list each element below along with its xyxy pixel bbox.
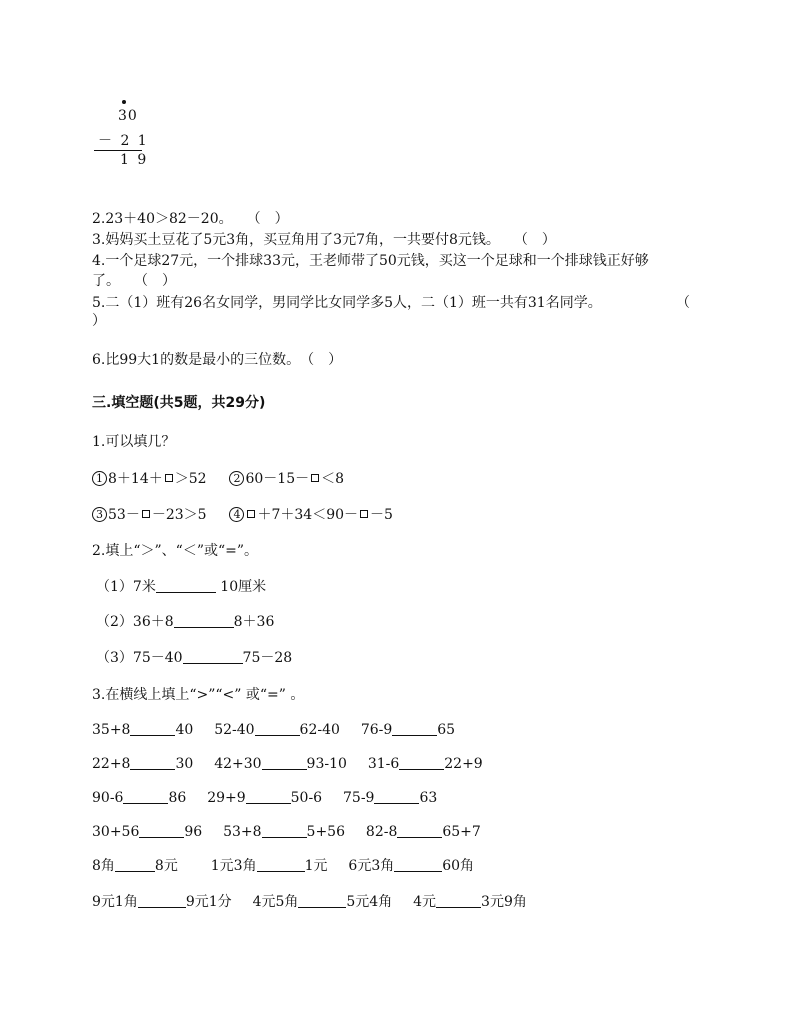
circled-number: 3	[92, 507, 107, 522]
carry-dot	[122, 100, 126, 104]
circled-number: 2	[229, 471, 244, 486]
answer-blank[interactable]	[397, 823, 442, 838]
answer-blank[interactable]	[257, 857, 305, 872]
judge-q3: 3.妈妈买土豆花了5元3角，买豆角用了3元7角，一共要付8元钱。 （ ）	[92, 232, 556, 248]
judge-q5-line2: ）	[92, 313, 106, 329]
answer-blank[interactable]	[298, 893, 346, 908]
q3-title: 3.在横线上填上“>”“<” 或“=” 。	[92, 687, 305, 703]
q2-title: 2.填上“＞”、“＜”或“=”。	[92, 543, 259, 559]
answer-blank[interactable]	[255, 721, 300, 736]
judge-q5-paren: （	[676, 295, 690, 311]
q2-item: （2）36＋8 8＋36	[96, 614, 275, 630]
q3-row: 8角 8元 1元3角 1元 6元3角 60角	[92, 858, 475, 874]
q3-row: 30+56 96 53+8 5+56 82-8 65+7	[92, 824, 481, 840]
answer-blank[interactable]	[436, 893, 481, 908]
judge-q4-line2: 了。 （ ）	[92, 273, 176, 289]
section-heading: 三.填空题(共5题，共29分)	[92, 395, 266, 411]
answer-blank[interactable]	[246, 789, 291, 804]
box-icon	[311, 474, 319, 482]
q1-row1: 1 8＋14＋ ＞52 2 60－15－ ＜8	[92, 470, 344, 488]
circled-number: 4	[229, 507, 244, 522]
answer-blank[interactable]	[174, 613, 234, 628]
answer-blank[interactable]	[262, 755, 307, 770]
answer-blank[interactable]	[392, 721, 437, 736]
q3-row: 22+8 30 42+30 93-10 31-6 22+9	[92, 756, 483, 772]
q2-item: （1）7米 10厘米	[96, 579, 267, 595]
answer-blank[interactable]	[394, 857, 442, 872]
judge-q4-line1: 4.一个足球27元，一个排球33元，王老师带了50元钱，买这一个足球和一个排球钱正好够	[92, 253, 649, 269]
q1-row2: 3 53－ －23＞5 4 ＋7＋34＜90－ －5	[92, 506, 393, 524]
q3-row: 35+8 40 52-40 62-40 76-9 65	[92, 722, 456, 738]
judge-q6: 6.比99大1的数是最小的三位数。 （ ）	[92, 352, 343, 368]
q3-row: 9元1角 9元1分 4元5角 5元4角 4元 3元9角	[92, 894, 527, 910]
answer-blank[interactable]	[399, 755, 444, 770]
q1-title: 1.可以填几？	[92, 434, 176, 450]
answer-blank[interactable]	[115, 857, 155, 872]
q2-item: （3）75－40 75－28	[96, 650, 293, 666]
answer-blank[interactable]	[183, 649, 243, 664]
answer-blank[interactable]	[130, 721, 175, 736]
box-icon	[142, 510, 150, 518]
difference: 1 9	[120, 152, 149, 168]
minuend: 30	[118, 108, 138, 124]
judge-q2: 2.23＋40＞82－20。 （ ）	[92, 211, 289, 227]
answer-blank[interactable]	[123, 789, 168, 804]
vertical-calculation	[92, 100, 152, 172]
judge-q5-line1: 5.二（1）班有26名女同学，男同学比女同学多5人，二（1）班一共有31名同学。	[92, 295, 602, 311]
q3-row: 90-6 86 29+9 50-6 75-9 63	[92, 790, 438, 806]
answer-blank[interactable]	[262, 823, 307, 838]
box-icon	[165, 474, 173, 482]
subtrahend: － 2 1	[98, 133, 149, 149]
answer-blank[interactable]	[130, 755, 175, 770]
box-icon	[360, 510, 368, 518]
circled-number: 1	[92, 471, 107, 486]
box-icon	[247, 510, 255, 518]
calc-rule	[94, 150, 142, 151]
answer-blank[interactable]	[139, 823, 184, 838]
answer-blank[interactable]	[138, 893, 186, 908]
answer-blank[interactable]	[374, 789, 419, 804]
answer-blank[interactable]	[156, 578, 216, 593]
